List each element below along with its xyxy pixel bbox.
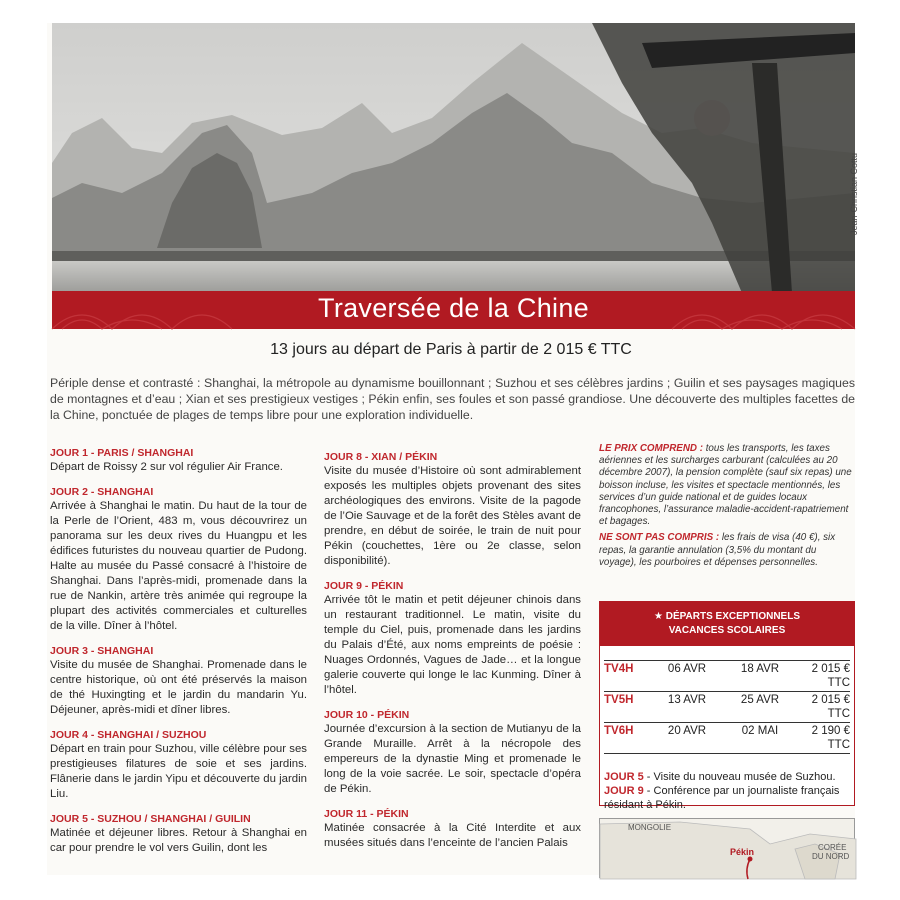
day-title: JOUR 2 - SHANGHAI [50, 486, 154, 498]
day-title: JOUR 11 - PÉKIN [324, 808, 409, 820]
departure-end: 25 AVR [740, 694, 780, 706]
departure-price: 2 015 € TTC [811, 663, 850, 689]
day-text: Matinée consacrée à la Cité Interdite et aux musées situés dans l’enceinte de l’ancien Palais [324, 822, 581, 849]
day-title: JOUR 3 - SHANGHAI [50, 645, 154, 657]
map-city-label: Pékin [730, 847, 755, 857]
itinerary-column-1 [50, 446, 307, 866]
price-excluded-text: les frais de visa (40 €), six repas, la garantie annulation (3,5% du montant du voyage), les pourboires et dépenses personnelles. [599, 532, 836, 568]
itinerary-column-2 [324, 450, 581, 861]
map-label-mongolia: MONGOLIE [628, 823, 672, 832]
day-block [50, 644, 307, 718]
departure-notes [604, 770, 850, 812]
day-block [50, 446, 307, 475]
price-included [599, 443, 855, 528]
departure-row [604, 723, 850, 754]
day-text: Arrivée à Shanghai le matin. Du haut de la tour de la Perle de l’Orient, 483 m, vous découvrirez un panorama sur les deux rives du Huangpu et les édifices futuristes du nouveau quartier de Pudong. Halte au musée du Passé consacré à l’histoire de Shanghai. Dans l’après-midi, promenade dans la rue de Nankin, artère très animée qui regroupe la plupart des activités commerciales et culturelles de la ville. Dîner à l’hôtel. [50, 500, 307, 632]
departure-start: 20 AVR [667, 725, 707, 737]
departure-end: 18 AVR [740, 663, 780, 675]
day-block [324, 450, 581, 569]
day-text: Départ de Roissy 2 sur vol régulier Air France. [50, 461, 283, 473]
departure-start: 06 AVR [667, 663, 707, 675]
day-title: JOUR 5 - SUZHOU / SHANGHAI / GUILIN [50, 813, 251, 825]
day-block [50, 812, 307, 856]
map-label-korea-1: CORÉE [818, 843, 847, 852]
intro-paragraph: Périple dense et contrasté : Shanghai, la métropole au dynamisme bouillonnant ; Suzhou et ses célèbres jardins ; Guilin et ses paysages magiques de montagnes et d’eau ; Xian et ses prestigieux vestiges ; Pékin enfin, ses foules et son passé grandiose. Une découverte des multiples facettes de la Chine, ponctuée de plages de temps libre pour une exploration individuelle. [50, 376, 855, 422]
departure-row [604, 692, 850, 723]
map-label-korea-2: DU NORD [812, 852, 850, 861]
departure-start: 13 AVR [667, 694, 707, 706]
day-title: JOUR 4 - SHANGHAI / SUZHOU [50, 729, 207, 741]
day-text: Arrivée tôt le matin et petit déjeuner chinois dans un restaurant traditionnel. Le matin, visite du temple du Ciel, puis, promenade dans les jardins du Palais d’Été, aux noms empreints de poésie : Nuages Ordonnés, Vagues de Jade… et la longue galerie couverte qui longe le lac Kunming. Dîner à l’hôtel. [324, 594, 581, 696]
note-text: - Visite du nouveau musée de Suzhou. [643, 771, 836, 783]
departure-price: 2 190 € TTC [811, 725, 850, 751]
day-text: Matinée et déjeuner libres. Retour à Shanghai en car pour prendre le vol vers Guilin, dont les [50, 827, 307, 854]
day-block [324, 579, 581, 698]
day-block [50, 485, 307, 634]
day-text: Départ en train pour Suzhou, ville célèbre pour ses prestigieuses filatures de soie et ses jardins. Flânerie dans le jardin Yipu et découverte du jardin Liu. [50, 743, 307, 800]
departure-code: TV6H [604, 725, 634, 737]
departures-heading [600, 602, 854, 646]
note-day: JOUR 5 [604, 771, 644, 783]
departure-note [604, 784, 850, 812]
note-text: - Conférence par un journaliste français résidant à Pékin. [604, 785, 840, 811]
departures-table [600, 660, 854, 754]
price-excluded-label: NE SONT PAS COMPRIS : [599, 532, 720, 544]
day-block [324, 708, 581, 797]
title-banner [52, 291, 855, 329]
landscape-photo [52, 23, 859, 293]
day-text: Visite du musée de Shanghai. Promenade dans le centre historique, où ont été préservés la maison de thé Huxingting et le jardin du mandarin Yu. Déjeuner, après-midi et dîner libres. [50, 659, 307, 716]
page-title: Traversée de la Chine [318, 293, 589, 323]
departure-price: 2 015 € TTC [811, 694, 850, 720]
day-title: JOUR 9 - PÉKIN [324, 580, 404, 592]
day-block [50, 728, 307, 802]
price-included-text: tous les transports, les taxes aériennes et les surcharges carburant (calculées au 20 décembre 2007), la pension complète (sauf six repas) une boisson incluse, les visites et spectacle mentionnés, les services d’un guide national et de guides locaux francophones, l’assurance maladie-accident-rapatriement et bagages. [599, 443, 852, 528]
day-title: JOUR 8 - XIAN / PÉKIN [324, 451, 438, 463]
day-title: JOUR 1 - PARIS / SHANGHAI [50, 447, 194, 459]
departures-box [599, 601, 855, 811]
trip-subtitle: 13 jours au départ de Paris à partir de 2 015 € TTC [270, 341, 632, 358]
day-text: Journée d’excursion à la section de Mutianyu de la Grande Muraille. Arrêt à la nécropole des empereurs de la dynastie Ming et promenade le long de la voie sacrée. Le soir, spectacle d’opéra de Pékin. [324, 723, 581, 795]
departure-row [604, 660, 850, 692]
departure-end: 02 MAI [741, 725, 779, 737]
price-excluded [599, 532, 855, 569]
brochure-page [47, 23, 859, 875]
departures-heading-line2: VACANCES SCOLAIRES [668, 625, 786, 636]
note-day: JOUR 9 [604, 785, 644, 797]
day-text: Visite du musée d’Histoire où sont admirablement exposés les multiples objets provenant des sites archéologiques des environs. Visite de la pagode de l’Oie Sauvage et de la forêt des Stèles avant de prendre, en début de soirée, le train de nuit pour Pékin (couchettes, 1ère ou 2e classe, selon disponibilité). [324, 465, 581, 567]
day-block [324, 807, 581, 851]
karst-landscape-image [52, 23, 855, 293]
photo-credit: Jean-Christian Cottu [849, 153, 859, 236]
price-included-label: LE PRIX COMPREND : [599, 443, 703, 454]
price-info [599, 443, 855, 573]
departure-note [604, 770, 850, 784]
route-map [599, 818, 855, 878]
departures-heading-line1: ★ DÉPARTS EXCEPTIONNELS [653, 611, 801, 622]
departure-code: TV4H [604, 663, 634, 675]
departure-code: TV5H [604, 694, 634, 706]
day-title: JOUR 10 - PÉKIN [324, 709, 410, 721]
